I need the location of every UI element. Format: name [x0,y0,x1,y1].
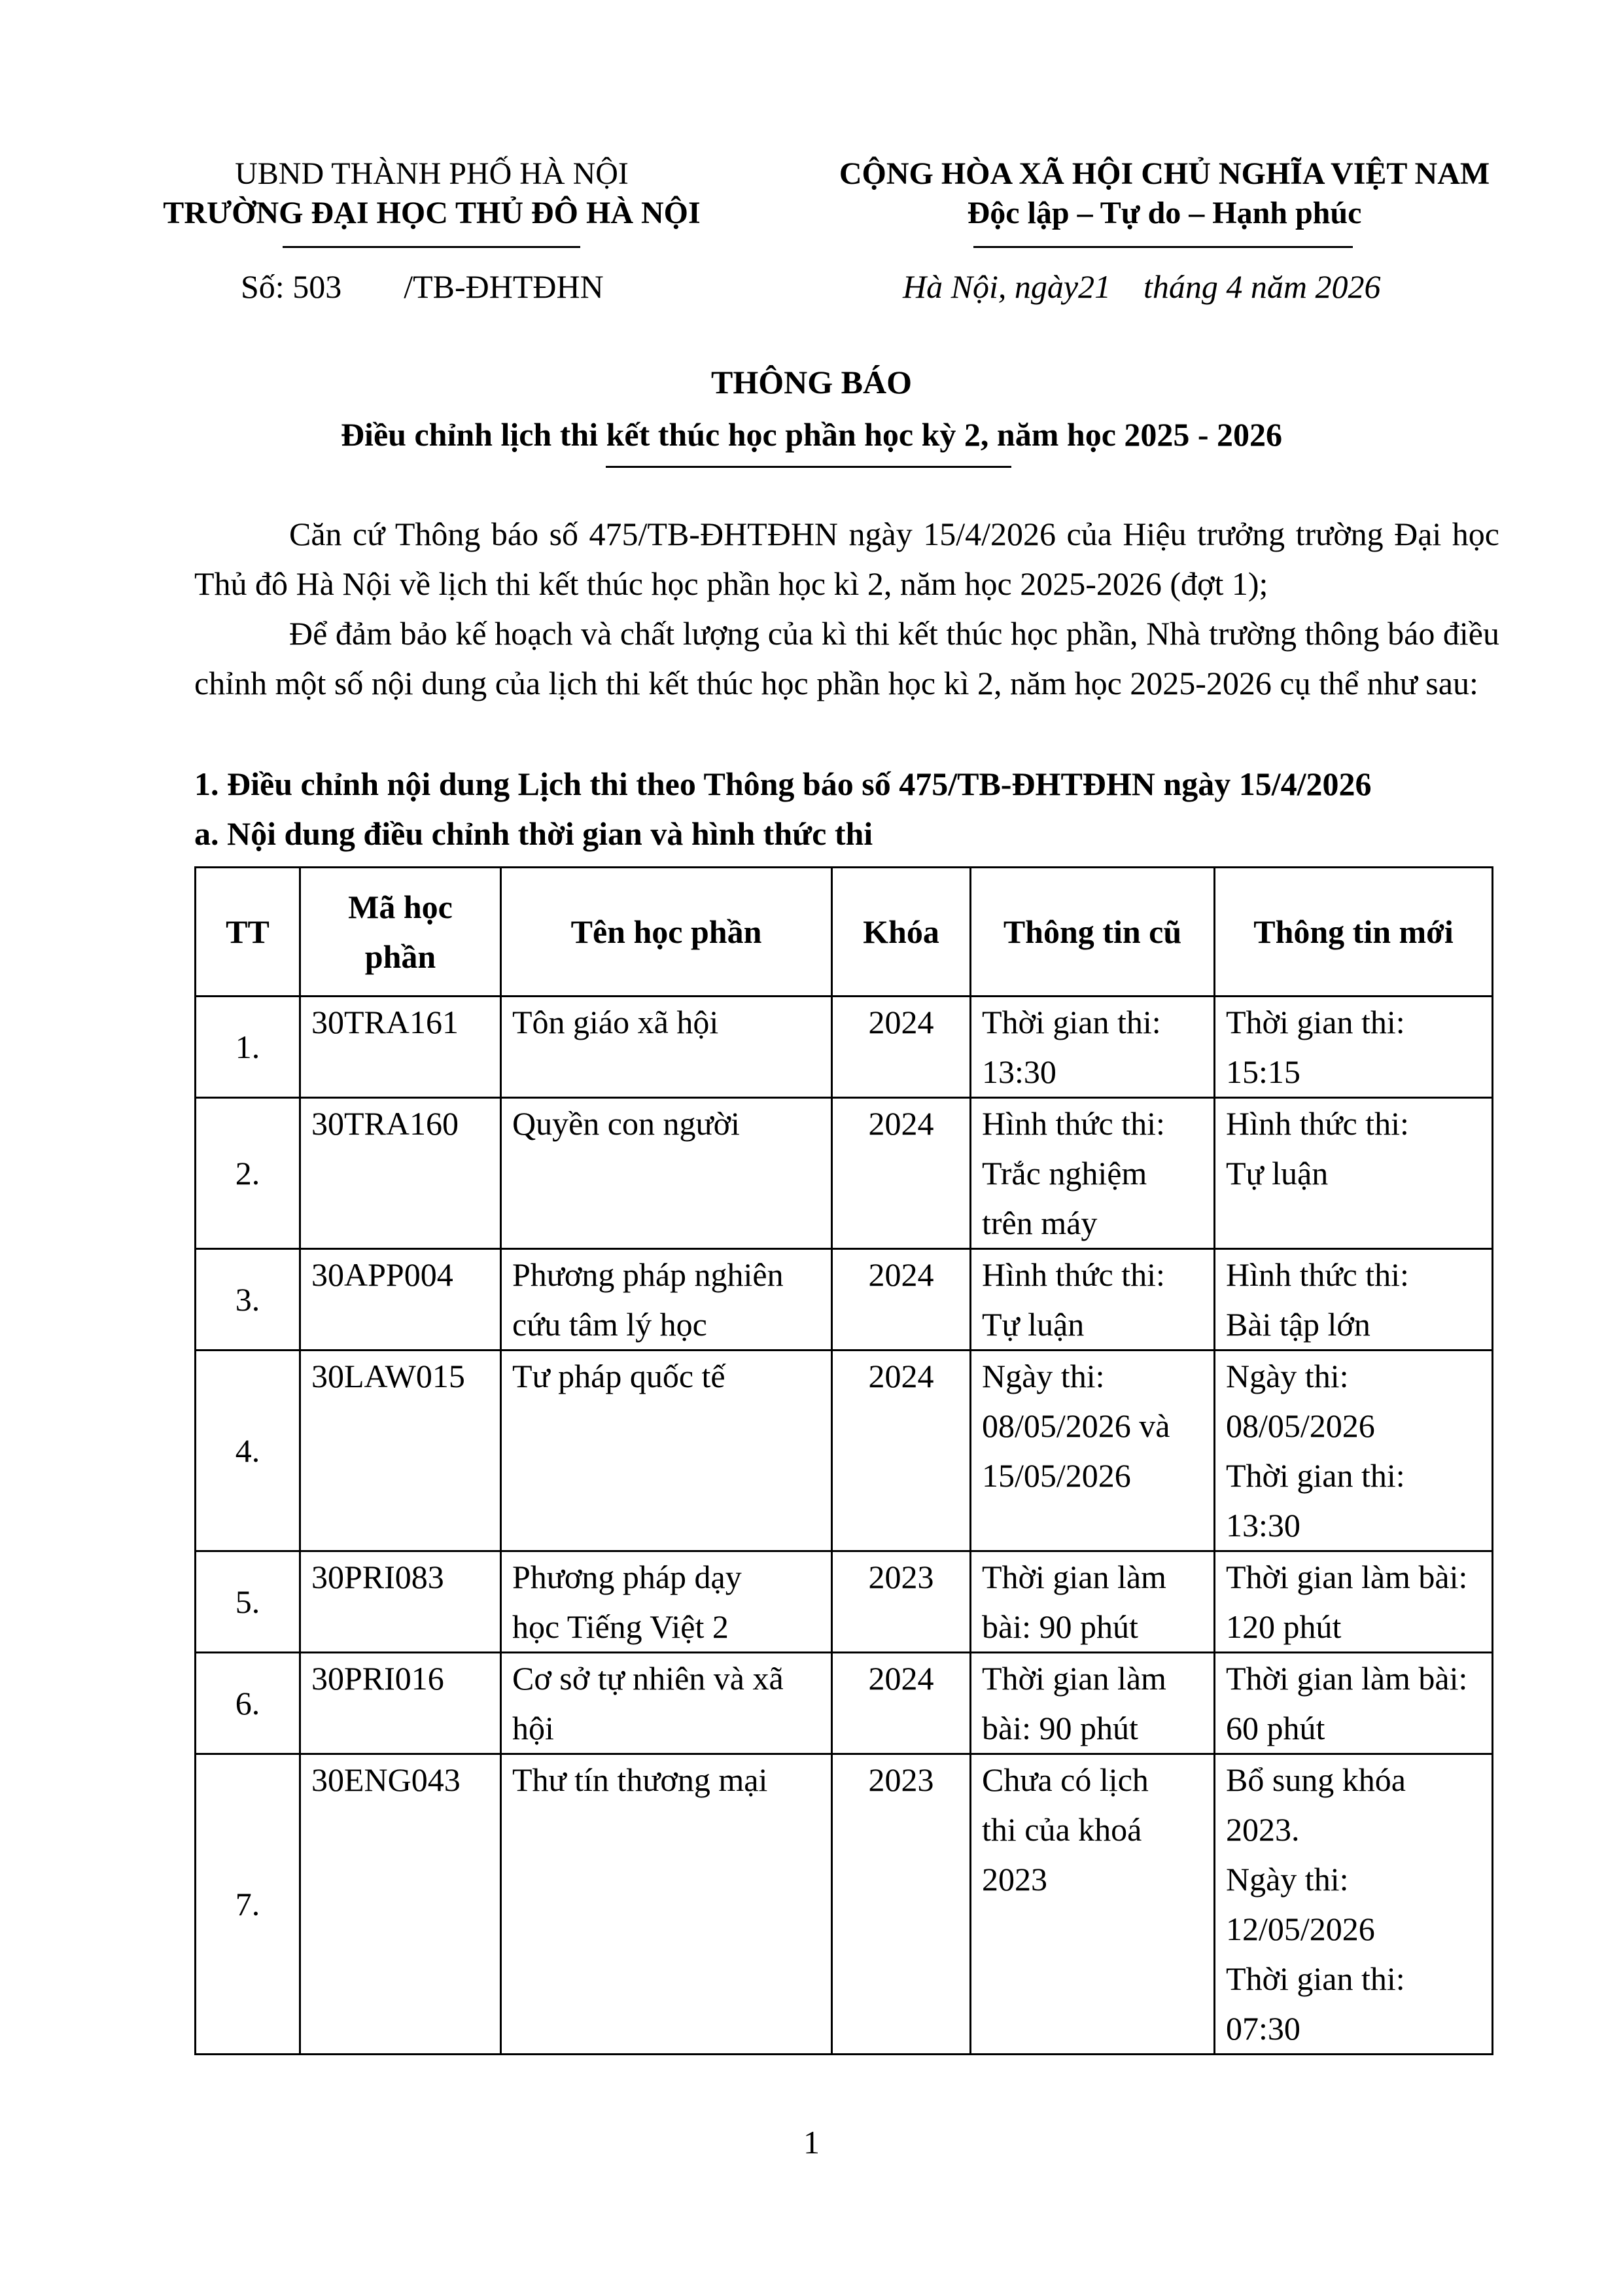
row-old-info: Chưa có lịch thi của khoá 2023 [971,1754,1215,2055]
row-cohort: 2024 [832,997,971,1098]
row-tt: 1. [196,997,300,1098]
row-tt: 3. [196,1249,300,1351]
header-old-info: Thông tin cũ [971,868,1215,997]
row-course-name: Phương pháp dạy học Tiếng Việt 2 [501,1551,832,1653]
row-cohort: 2024 [832,1098,971,1249]
issuer-school: TRƯỜNG ĐẠI HỌC THỦ ĐÔ HÀ NỘI [163,196,701,230]
paragraph-basis: Căn cứ Thông báo số 475/TB-ĐHTĐHN ngày 15/4/2026 của Hiệu trưởng trường Đại học Thủ đô Hà Nội về lịch thi kết thúc học phần học kì 2, năm học 2025-2026 (đợt 1); [194,516,1499,602]
row-course-code: 30TRA161 [300,997,501,1098]
notice-subtitle: Điều chỉnh lịch thi kết thúc học phần học kỳ 2, năm học 2025 - 2026 [340,416,1283,453]
table-header-row [196,868,1493,997]
issuer-underline [283,246,580,248]
section-1-heading: 1. Điều chỉnh nội dung Lịch thi theo Thông báo số 475/TB-ĐHTĐHN ngày 15/4/2026 [194,766,1372,802]
table-row [196,1351,1493,1551]
issuer-parent-org: UBND THÀNH PHỐ HÀ NỘI [235,156,629,191]
row-tt: 5. [196,1551,300,1653]
page-number: 1 [803,2124,820,2161]
row-course-name: Phương pháp nghiên cứu tâm lý học [501,1249,832,1351]
row-cohort: 2024 [832,1249,971,1351]
table-row [196,1098,1493,1249]
row-tt: 6. [196,1653,300,1754]
motto-underline [973,246,1353,248]
subtitle-underline [606,466,1011,468]
row-course-name: Tư pháp quốc tế [501,1351,832,1551]
row-new-info: Bổ sung khóa 2023. Ngày thi: 12/05/2026 Thời gian thi: 07:30 [1215,1754,1493,2055]
row-course-code: 30TRA160 [300,1098,501,1249]
table-row [196,1754,1493,2055]
table-row [196,1551,1493,1653]
row-cohort: 2024 [832,1351,971,1551]
row-course-name: Quyền con người [501,1098,832,1249]
national-title: CỘNG HÒA XÃ HỘI CHỦ NGHĨA VIỆT NAM [839,156,1490,191]
header-tt: TT [196,868,300,997]
row-course-code: 30ENG043 [300,1754,501,2055]
header-course-name: Tên học phần [501,868,832,997]
row-old-info: Hình thức thi: Tự luận [971,1249,1215,1351]
national-motto: Độc lập – Tự do – Hạnh phúc [967,196,1362,230]
row-new-info: Ngày thi: 08/05/2026 Thời gian thi: 13:30 [1215,1351,1493,1551]
row-course-code: 30LAW015 [300,1351,501,1551]
table-row [196,1249,1493,1351]
row-new-info: Hình thức thi: Tự luận [1215,1098,1493,1249]
row-old-info: Ngày thi: 08/05/2026 và 15/05/2026 [971,1351,1215,1551]
row-tt: 4. [196,1351,300,1551]
notice-title: THÔNG BÁO [711,364,912,400]
document-number [241,262,604,311]
row-new-info: Thời gian thi: 15:15 [1215,997,1493,1098]
row-new-info: Hình thức thi: Bài tập lớn [1215,1249,1493,1351]
row-course-name: Cơ sở tự nhiên và xã hội [501,1653,832,1754]
row-course-code: 30PRI016 [300,1653,501,1754]
document-number-suffix: /TB-ĐHTĐHN [404,268,604,305]
header-course-code: Mã học phần [300,868,501,997]
row-course-name: Thư tín thương mại [501,1754,832,2055]
row-old-info: Thời gian làm bài: 90 phút [971,1551,1215,1653]
document-number-prefix: Số: 503 [241,268,342,305]
header-new-info: Thông tin mới [1215,868,1493,997]
row-old-info: Thời gian thi: 13:30 [971,997,1215,1098]
paragraph-purpose: Để đảm bảo kế hoạch và chất lượng của kì thi kết thúc học phần, Nhà trường thông báo điều chỉnh một số nội dung của lịch thi kết thúc học phần học kì 2, năm học 2025-2026 cụ thể như sau: [194,615,1499,701]
schedule-change-table [194,866,1493,2055]
row-cohort: 2023 [832,1551,971,1653]
national-header [775,154,1554,233]
row-new-info: Thời gian làm bài: 60 phút [1215,1653,1493,1754]
header-cohort: Khóa [832,868,971,997]
row-tt: 7. [196,1754,300,2055]
row-old-info: Thời gian làm bài: 90 phút [971,1653,1215,1754]
row-tt: 2. [196,1098,300,1249]
row-course-code: 30APP004 [300,1249,501,1351]
row-cohort: 2023 [832,1754,971,2055]
row-old-info: Hình thức thi: Trắc nghiệm trên máy [971,1098,1215,1249]
row-cohort: 2024 [832,1653,971,1754]
row-new-info: Thời gian làm bài: 120 phút [1215,1551,1493,1653]
row-course-code: 30PRI083 [300,1551,501,1653]
section-1a-heading: a. Nội dung điều chỉnh thời gian và hình thức thi [194,815,873,852]
issuer-header [124,154,739,233]
table-row [196,997,1493,1098]
document-date: Hà Nội, ngày21 tháng 4 năm 2026 [903,268,1381,305]
table-row [196,1653,1493,1754]
row-course-name: Tôn giáo xã hội [501,997,832,1098]
